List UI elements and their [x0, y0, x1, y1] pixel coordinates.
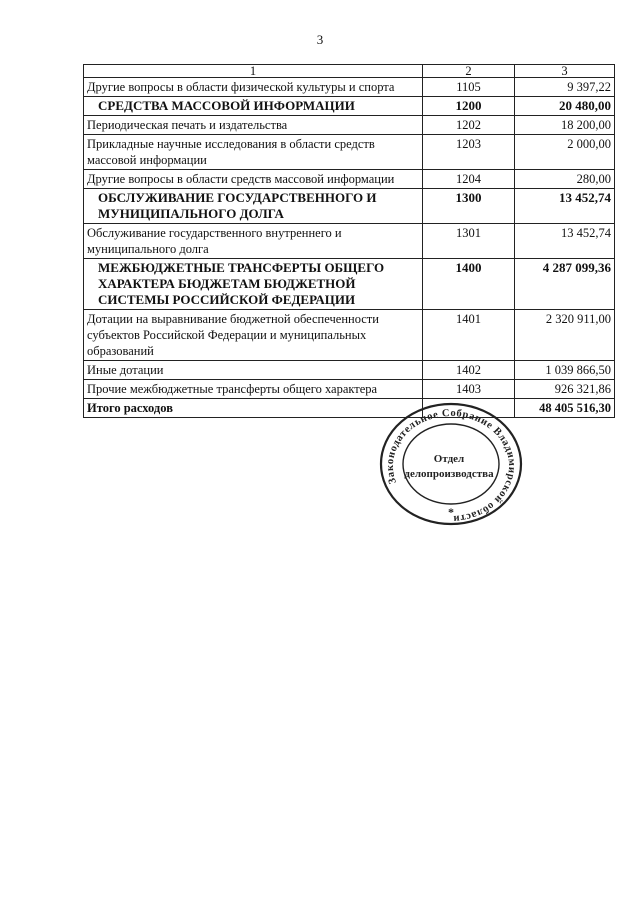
- row-code: 1402: [423, 361, 515, 380]
- row-name: МЕЖБЮДЖЕТНЫЕ ТРАНСФЕРТЫ ОБЩЕГО ХАРАКТЕРА БЮДЖЕТАМ БЮДЖЕТНОЙ СИСТЕМЫ РОССИЙСКОЙ ФЕДЕРАЦИИ: [84, 259, 423, 310]
- row-code: 1403: [423, 380, 515, 399]
- page-number: 3: [316, 32, 324, 47]
- table-row: [84, 380, 615, 399]
- total-label: Итого расходов: [84, 399, 423, 418]
- row-amount: 9 397,22: [515, 78, 615, 97]
- total-amount: 48 405 516,30: [515, 399, 615, 418]
- row-name: Другие вопросы в области средств массовой информации: [84, 170, 423, 189]
- section-row: [84, 259, 615, 310]
- table-body: [84, 78, 615, 418]
- row-amount: 4 287 099,36: [515, 259, 615, 310]
- table-row: [84, 78, 615, 97]
- stamp-center-line2: делопроизводства: [404, 468, 494, 480]
- column-header-number-1: 1: [84, 65, 423, 78]
- row-amount: 280,00: [515, 170, 615, 189]
- column-header-number-2: 2: [423, 65, 515, 78]
- table-row: [84, 310, 615, 361]
- row-amount: 18 200,00: [515, 116, 615, 135]
- table-row: [84, 116, 615, 135]
- stamp-center-line1: Отдел: [433, 453, 465, 465]
- row-amount: 13 452,74: [515, 189, 615, 224]
- row-code: 1200: [423, 97, 515, 116]
- row-amount: 926 321,86: [515, 380, 615, 399]
- table-row: [84, 170, 615, 189]
- office-stamp: [378, 402, 524, 526]
- row-amount: 2 000,00: [515, 135, 615, 170]
- section-row: [84, 189, 615, 224]
- row-amount: 20 480,00: [515, 97, 615, 116]
- table-row: [84, 135, 615, 170]
- row-name: Обслуживание государственного внутреннего и муниципального долга: [84, 224, 423, 259]
- row-amount: 2 320 911,00: [515, 310, 615, 361]
- row-name: Периодическая печать и издательства: [84, 116, 423, 135]
- stamp-ring-text-path: Законодательное Собрание Владимирской области: [384, 407, 518, 525]
- row-code: 1400: [423, 259, 515, 310]
- table-row: [84, 224, 615, 259]
- table-header-row: [84, 65, 615, 78]
- row-code: 1401: [423, 310, 515, 361]
- table-row: [84, 361, 615, 380]
- column-header-number-3: 3: [515, 65, 615, 78]
- expenditure-table: [83, 64, 615, 418]
- row-name: СРЕДСТВА МАССОВОЙ ИНФОРМАЦИИ: [84, 97, 423, 116]
- row-code: 1203: [423, 135, 515, 170]
- row-name: Иные дотации: [84, 361, 423, 380]
- row-name: Другие вопросы в области физической культуры и спорта: [84, 78, 423, 97]
- total-row: [84, 399, 615, 418]
- row-code: 1204: [423, 170, 515, 189]
- section-row: [84, 97, 615, 116]
- stamp-star: *: [448, 505, 454, 519]
- row-amount: 13 452,74: [515, 224, 615, 259]
- row-name: ОБСЛУЖИВАНИЕ ГОСУДАРСТВЕННОГО И МУНИЦИПАЛЬНОГО ДОЛГА: [84, 189, 423, 224]
- row-code: 1300: [423, 189, 515, 224]
- row-code: 1301: [423, 224, 515, 259]
- row-name: Прочие межбюджетные трансферты общего характера: [84, 380, 423, 399]
- row-name: Дотации на выравнивание бюджетной обеспеченности субъектов Российской Федерации и муниципальных образований: [84, 310, 423, 361]
- row-amount: 1 039 866,50: [515, 361, 615, 380]
- row-name: Прикладные научные исследования в области средств массовой информации: [84, 135, 423, 170]
- row-code: 1105: [423, 78, 515, 97]
- row-code: 1202: [423, 116, 515, 135]
